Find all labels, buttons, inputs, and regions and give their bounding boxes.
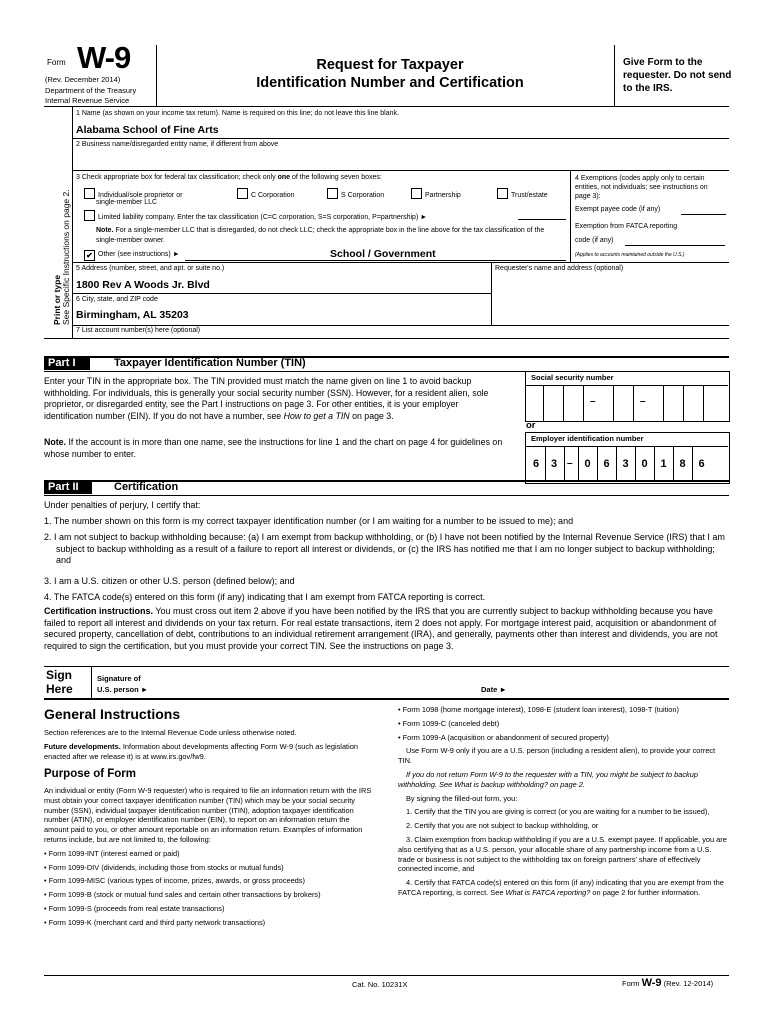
purpose-column [44,786,374,932]
certify-1: 1. Certify that the TIN you are giving is correct (or you are waiting for a number to be issued), [406,807,710,817]
ein-digit-7[interactable]: 1 [660,458,667,470]
line6-label: 6 City, state, and ZIP code [76,296,158,303]
instructions-left-column [44,728,374,765]
line5-label: 5 Address (number, street, and apt. or suite no.) [76,265,225,272]
left-bullet-3: • Form 1099-MISC (various types of income, prizes, awards, or gross proceeds) [44,876,305,886]
dept-treasury: Department of the Treasury [45,86,137,95]
instructions-right-column [398,705,728,902]
other-checkbox[interactable]: ✔ [84,250,95,261]
s-corp-checkbox[interactable] [327,188,338,199]
future-developments: Future developments. Information about developments affecting Form W-9 (such as legislation enacted after we release it) is at www.irs.gov/fw9. [44,741,358,761]
right-bullet-3: • Form 1099-A (acquisition or abandonment of secured property) [398,732,609,742]
ein-label: Employer identification number [531,434,644,443]
part1-instructions: Enter your TIN in the appropriate box. The TIN provided must match the name given on line 1 to avoid backup withholding. For individuals, this is generally your social security number (SSN). However, for a resident alien, sole proprietor, or disregarded entity, see the Part I instructions on page 3. For other entities, it is your employer identification number (EIN). If you do not have a number, see How to get a TIN on page 3. [44,376,489,421]
form-word: Form [47,58,66,67]
or-label: or [526,420,536,431]
irs-label: Internal Revenue Service [45,96,130,105]
line2-label: 2 Business name/disregarded entity name, if different from above [76,141,279,148]
line3-note: Note. For a single-member LLC that is disregarded, do not check LLC; check the appropriate box in the line above for the tax classification of the single-member owner. [96,227,545,244]
individual-checkbox[interactable] [84,188,95,199]
cert-item-1: 1. The number shown on this form is my correct taxpayer identification number (or I am waiting for a number to be issued to me); and [44,516,574,526]
other-option[interactable]: ✔ Other (see instructions) ► [84,250,180,261]
llc-checkbox[interactable] [84,210,95,221]
line1-label: 1 Name (as shown on your income tax return). Name is required on this line; do not leave this line blank. [76,110,399,117]
left-bullet-1: • Form 1099-INT (interest earned or paid) [44,848,180,858]
section-references: Section references are to the Internal Revenue Code unless otherwise noted. [44,728,297,737]
ein-digit-8[interactable]: 8 [679,458,686,470]
partnership-option[interactable]: Partnership [411,188,461,199]
cert-item-4: 4. The FATCA code(s) entered on this form (if any) indicating that I am exempt from FATCA reporting is correct. [44,592,486,602]
form-number: W-9 [77,40,131,75]
ein-digit-4[interactable]: 6 [603,458,610,470]
ein-digit-1[interactable]: 6 [532,458,540,470]
s-corp-option[interactable]: S Corporation [327,188,384,199]
if-not-return-text: If you do not return Form W-9 to the requester with a TIN, you might be subject to backup withholding. See What is backup withholding? on page 2. [398,769,698,789]
fatca-label: Exemption from FATCA reporting [575,223,678,230]
line4-label: 4 Exemptions (codes apply only to certain entities, not individuals; see instructions on page 3): [575,175,708,200]
cert-item-2: 2. I am not subject to backup withholding because: (a) I am exempt from backup withholding, or (b) I have not been notified by the Internal Revenue Service (IRS) that I am subject to backup withholding as a result of a failure to report all interest or dividends, or (c) the IRS has notified me that I am no longer subject to backup withholding; and [44,532,725,565]
date-field[interactable] [512,674,727,694]
title-line2: Identification Number and Certification [256,75,524,91]
print-or-type-label: Print or type [52,274,62,325]
cert-instructions: Certification instructions. You must cross out item 2 above if you have been notified by the IRS that you are currently subject to backup withholding because you have failed to report all interest and dividends on your tax return. For real estate transactions, item 2 does not apply. For mortgage interest paid, acquisition or abandonment of secured property, cancellation of debt, contributions to an individual retirement arrangement (IRA), and generally, payments other than interest and dividends, you are not required to sign the certification, but you must provide your correct TIN. See the instructions on page 3. [44,606,718,651]
line7-label: 7 List account number(s) here (optional) [76,327,201,334]
purpose-text: An individual or entity (Form W-9 requester) who is required to file an information return with the IRS must obtain your correct taxpayer identification number (TIN) which may be your social security number (SSN), individual taxpayer identification number (ITIN), adoption taxpayer identification number (ATIN), or employer identification number (EIN), to report on an information return the amount paid to you, or other amount reportable on an information return. Examples of information returns include, but are not limited to, the following: [44,786,372,844]
trust-checkbox[interactable] [497,188,508,199]
individual-option-cont: single-member LLC [96,199,158,206]
part2-tag: Part II [44,481,92,494]
part1-tag: Part I [44,357,90,370]
here-label: Here [46,682,73,696]
left-bullet-6: • Form 1099-K (merchant card and third party network transactions) [44,917,266,927]
requester-label: Requester's name and address (optional) [495,265,624,272]
left-bullet-5: • Form 1099-S (proceeds from real estate transactions) [44,903,225,913]
name-field[interactable]: Alabama School of Fine Arts [76,124,219,136]
ssn-label: Social security number [531,373,614,382]
ssn-dash-1: – [590,396,596,407]
left-bullet-4: • Form 1099-B (stock or mutual fund sales and certain other transactions by brokers) [44,890,321,900]
by-signing-text: By signing the filled-out form, you: [406,793,518,803]
c-corp-option[interactable]: C Corporation [237,188,295,199]
ein-digit-5[interactable]: 3 [622,458,629,470]
certify-2: 2. Certify that you are not subject to backup withholding, or [406,821,599,831]
signature-field[interactable] [165,672,475,694]
part1-title: Taxpayer Identification Number (TIN) [114,357,306,369]
line3-label: 3 Check appropriate box for federal tax classification; check only one of the following seven boxes: [76,174,382,181]
right-bullet-1: • Form 1098 (home mortgage interest), 1098-E (student loan interest), 1098-T (tuition) [398,705,679,714]
partnership-checkbox[interactable] [411,188,422,199]
cert-intro: Under penalties of perjury, I certify that: [44,500,201,510]
rev-date: (Rev. December 2014) [45,75,121,84]
trust-option[interactable]: Trust/estate [497,188,548,199]
use-w9-text: Use Form W-9 only if you are a U.S. person (including a resident alien), to provide your correct TIN. [398,746,716,766]
signature-label-cont: U.S. person ► [97,685,149,694]
cert-item-3: 3. I am a U.S. citizen or other U.S. person (defined below); and [44,576,295,586]
footer-form-label: Form W-9 (Rev. 12-2014) [622,977,714,989]
general-instructions-heading: General Instructions [44,706,181,722]
certify-3: 3. Claim exemption from backup withholding if you are a U.S. exempt payee. If applicable, you are also certifying that as a U.S. person, your allocable share of any partnership income from a U.S. trade or business is not subject to the withholding tax on foreign partners' share of effectively connected income, and [398,834,727,874]
title-line1: Request for Taxpayer [316,57,464,73]
date-label: Date ► [481,685,507,694]
ein-digit-6[interactable]: 0 [641,458,648,470]
ssn-dash-2: – [640,396,646,407]
signature-label: Signature of [97,674,141,683]
fatca-label-cont: code (if any) [575,237,614,244]
ein-digit-3[interactable]: 0 [584,458,591,470]
see-instructions-label: See Specific Instructions on page 2. [61,189,71,325]
ein-dash: – [567,458,573,469]
llc-option[interactable]: Limited liability company. Enter the tax classification (C=C corporation, S=S corporation, P=partnership) ► [84,210,427,221]
city-state-zip-field[interactable]: Birmingham, AL 35203 [76,309,189,321]
left-bullet-2: • Form 1099-DIV (dividends, including those from stocks or mutual funds) [44,862,284,872]
c-corp-checkbox[interactable] [237,188,248,199]
right-bullet-2: • Form 1099-C (canceled debt) [398,718,500,728]
sign-label: Sign [46,668,72,682]
other-classification-field[interactable]: School / Government [330,248,436,260]
ein-digit-9[interactable]: 6 [698,458,705,470]
fatca-applies-note: (Applies to accounts maintained outside the U.S.) [575,252,685,258]
part2-title: Certification [114,481,179,493]
give-form-note: Give Form to the requester. Do not send to the IRS. [623,57,732,94]
purpose-heading: Purpose of Form [44,768,137,780]
exempt-payee-label: Exempt payee code (if any) [575,206,661,213]
catalog-number: Cat. No. 10231X [352,980,408,989]
part1-note: Note. If the account is in more than one name, see the instructions for line 1 and the chart on page 4 for guidelines on whose number to enter. [44,437,503,459]
individual-option[interactable]: Individual/sole proprietor or [84,188,182,199]
address-field[interactable]: 1800 Rev A Woods Jr. Blvd [76,279,210,291]
certify-4: 4. Certify that FATCA code(s) entered on this form (if any) indicating that you are exempt from the FATCA reporting, is correct. See What is FATCA reporting? on page 2 for further information. [398,878,724,897]
ein-digit-2[interactable]: 3 [550,458,558,470]
